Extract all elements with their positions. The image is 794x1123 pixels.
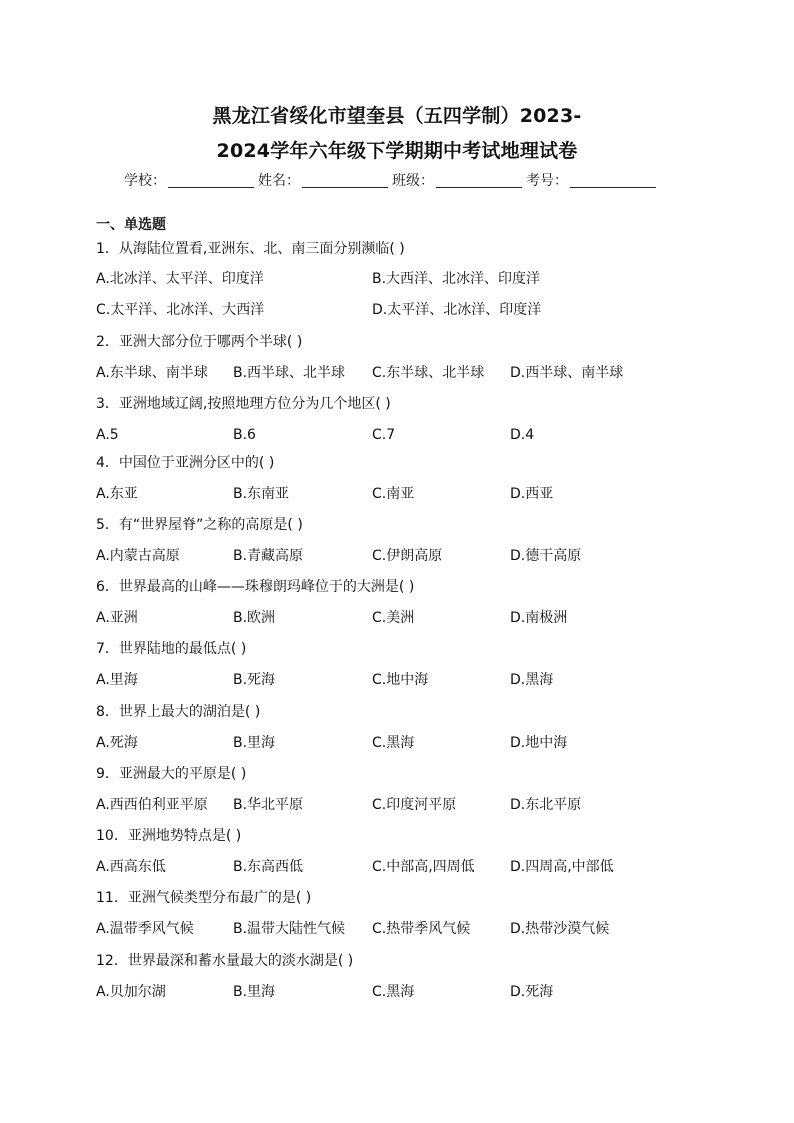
option-d[interactable]: D.四周高,中部低: [510, 859, 614, 875]
school-blank[interactable]: [168, 173, 254, 188]
option-b[interactable]: B.里海: [233, 735, 276, 751]
option-d[interactable]: D.南极洲: [510, 610, 568, 626]
option-a[interactable]: A.5: [96, 427, 119, 443]
option-a[interactable]: A.北冰洋、太平洋、印度洋: [96, 271, 264, 287]
option-c[interactable]: C.中部高,四周低: [372, 859, 475, 875]
section-heading: 一、单选题: [96, 217, 166, 233]
option-a[interactable]: A.温带季风气候: [96, 921, 194, 937]
question-stem: 8．世界上最大的湖泊是( ): [96, 704, 261, 720]
school-label: 学校：: [124, 173, 166, 189]
option-d[interactable]: D.东北平原: [510, 797, 582, 813]
option-a[interactable]: A.东亚: [96, 486, 138, 502]
option-a[interactable]: A.里海: [96, 672, 138, 688]
option-c[interactable]: C.南亚: [372, 486, 415, 502]
option-c[interactable]: C.伊朗高原: [372, 548, 443, 564]
number-label: 考号：: [526, 173, 568, 189]
option-a[interactable]: A.贝加尔湖: [96, 984, 166, 1000]
option-a[interactable]: A.西高东低: [96, 859, 166, 875]
question-stem: 1．从海陆位置看,亚洲东、北、南三面分别濒临( ): [96, 241, 405, 257]
name-label: 姓名：: [258, 173, 300, 189]
option-a[interactable]: A.亚洲: [96, 610, 138, 626]
option-b[interactable]: B.东高西低: [233, 859, 304, 875]
option-b[interactable]: B.温带大陆性气候: [233, 921, 346, 937]
question-stem: 12．世界最深和蓄水量最大的淡水湖是( ): [96, 953, 354, 969]
option-a[interactable]: A.内蒙古高原: [96, 548, 180, 564]
option-b[interactable]: B.欧洲: [233, 610, 276, 626]
option-c[interactable]: C.印度河平原: [372, 797, 457, 813]
option-c[interactable]: C.黑海: [372, 984, 415, 1000]
exam-title-line-2: 2024学年六年级下学期期中考试地理试卷: [216, 140, 578, 162]
option-d[interactable]: D.德干高原: [510, 548, 582, 564]
question-stem: 10．亚洲地势特点是( ): [96, 828, 242, 844]
option-c[interactable]: C.地中海: [372, 672, 429, 688]
option-d[interactable]: D.西亚: [510, 486, 554, 502]
option-b[interactable]: B.华北平原: [233, 797, 304, 813]
exam-title-line-1: 黑龙江省绥化市望奎县（五四学制）2023-: [212, 105, 582, 127]
option-b[interactable]: B.里海: [233, 984, 276, 1000]
option-c[interactable]: C.东半球、北半球: [372, 365, 485, 381]
option-c[interactable]: C.美洲: [372, 610, 415, 626]
option-c[interactable]: C.7: [372, 427, 396, 443]
question-stem: 4．中国位于亚洲分区中的( ): [96, 455, 275, 471]
option-a[interactable]: A.东半球、南半球: [96, 365, 208, 381]
class-label: 班级：: [392, 173, 434, 189]
option-b[interactable]: B.青藏高原: [233, 548, 304, 564]
option-d[interactable]: D.死海: [510, 984, 554, 1000]
option-b[interactable]: B.6: [233, 427, 256, 443]
option-d[interactable]: D.西半球、南半球: [510, 365, 624, 381]
option-d[interactable]: D.4: [510, 427, 535, 443]
option-a[interactable]: A.死海: [96, 735, 138, 751]
option-d[interactable]: D.地中海: [510, 735, 568, 751]
option-d[interactable]: D.热带沙漠气候: [510, 921, 610, 937]
question-stem: 5．有“世界屋脊”之称的高原是( ): [96, 517, 303, 533]
option-c[interactable]: C.热带季风气候: [372, 921, 471, 937]
option-b[interactable]: B.西半球、北半球: [233, 365, 346, 381]
option-d[interactable]: D.太平洋、北冰洋、印度洋: [372, 302, 542, 318]
question-stem: 3．亚洲地域辽阔,按照地理方位分为几个地区( ): [96, 396, 391, 412]
question-stem: 2．亚洲大部分位于哪两个半球( ): [96, 334, 303, 350]
question-stem: 6．世界最高的山峰——珠穆朗玛峰位于的大洲是( ): [96, 579, 415, 595]
option-c[interactable]: C.黑海: [372, 735, 415, 751]
name-blank[interactable]: [302, 173, 388, 188]
class-blank[interactable]: [436, 173, 522, 188]
number-blank[interactable]: [570, 173, 656, 188]
question-stem: 9．亚洲最大的平原是( ): [96, 766, 247, 782]
question-stem: 11．亚洲气候类型分布最广的是( ): [96, 890, 312, 906]
option-b[interactable]: B.大西洋、北冰洋、印度洋: [372, 271, 541, 287]
option-c[interactable]: C.太平洋、北冰洋、大西洋: [96, 302, 265, 318]
option-b[interactable]: B.死海: [233, 672, 276, 688]
option-b[interactable]: B.东南亚: [233, 486, 290, 502]
student-info-row: [124, 171, 660, 191]
option-d[interactable]: D.黑海: [510, 672, 554, 688]
question-stem: 7．世界陆地的最低点( ): [96, 641, 247, 657]
option-a[interactable]: A.西西伯利亚平原: [96, 797, 208, 813]
